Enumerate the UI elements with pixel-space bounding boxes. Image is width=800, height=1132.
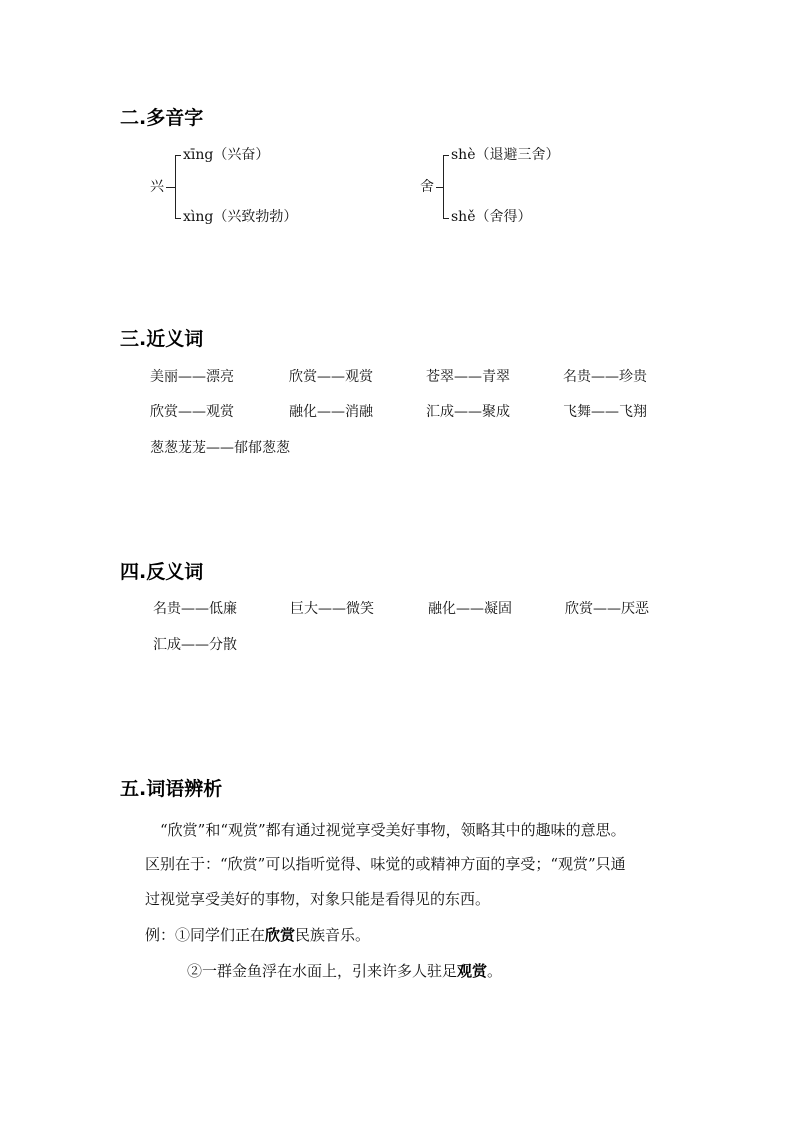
antonym-pair: 融化——凝固 <box>428 601 512 617</box>
example-keyword: 欣赏 <box>265 926 296 944</box>
synonym-pair: 汇成——聚成 <box>426 404 510 420</box>
example-text: 。 <box>487 962 503 980</box>
polyphone-reading: xìng（兴致勃勃） <box>183 209 298 225</box>
synonym-pair: 欣赏——观赏 <box>289 369 373 385</box>
section-title-polyphones: 二.多音字 <box>120 107 204 129</box>
synonym-pair: 融化——消融 <box>289 404 373 420</box>
section-title-synonyms: 三.近义词 <box>120 328 204 350</box>
paragraph-line: “欣赏”和“观赏”都有通过视觉享受美好事物，领略其中的趣味的意思。 <box>160 821 626 839</box>
synonym-pair: 苍翠——青翠 <box>426 369 510 385</box>
example-sentence-2 <box>187 961 502 981</box>
polyphone-char: 舍 <box>420 179 434 195</box>
polyphone-reading: shè（退避三舍） <box>451 147 560 163</box>
bracket-top <box>443 155 449 156</box>
antonym-pair: 巨大——微笑 <box>290 601 374 617</box>
bracket-top <box>175 155 181 156</box>
paragraph-line: 区别在于：“欣赏”可以指听觉得、味觉的或精神方面的享受；“观赏”只通 <box>145 855 626 873</box>
section-title-analysis: 五.词语辨析 <box>120 778 223 800</box>
section-title-antonyms: 四.反义词 <box>120 561 204 583</box>
synonym-pair: 欣赏——观赏 <box>150 404 234 420</box>
paragraph-line: 过视觉享受美好的事物，对象只能是看得见的东西。 <box>145 890 491 908</box>
antonym-pair: 名贵——低廉 <box>153 601 237 617</box>
synonym-pair: 名贵——珍贵 <box>563 369 647 385</box>
antonym-pair: 欣赏——厌恶 <box>565 601 649 617</box>
synonym-pair: 飞舞——飞翔 <box>563 404 647 420</box>
bracket-bottom <box>175 218 181 219</box>
bracket-vertical <box>175 155 176 219</box>
example-keyword: 观赏 <box>457 962 488 980</box>
example-text: 民族音乐。 <box>295 926 371 944</box>
polyphone-reading: shě（舍得） <box>451 209 532 225</box>
synonym-pair: 葱葱茏茏——郁郁葱葱 <box>150 440 290 456</box>
synonym-pair: 美丽——漂亮 <box>150 369 234 385</box>
example-text: 例：①同学们正在 <box>145 926 266 944</box>
polyphone-reading: xīng（兴奋） <box>183 147 270 163</box>
polyphone-char: 兴 <box>150 179 164 195</box>
bracket-vertical <box>443 155 444 219</box>
antonym-pair: 汇成——分散 <box>153 637 237 653</box>
example-sentence-1 <box>145 925 370 945</box>
example-text: ②一群金鱼浮在水面上，引来许多人驻足 <box>187 962 458 980</box>
bracket-bottom <box>443 218 449 219</box>
